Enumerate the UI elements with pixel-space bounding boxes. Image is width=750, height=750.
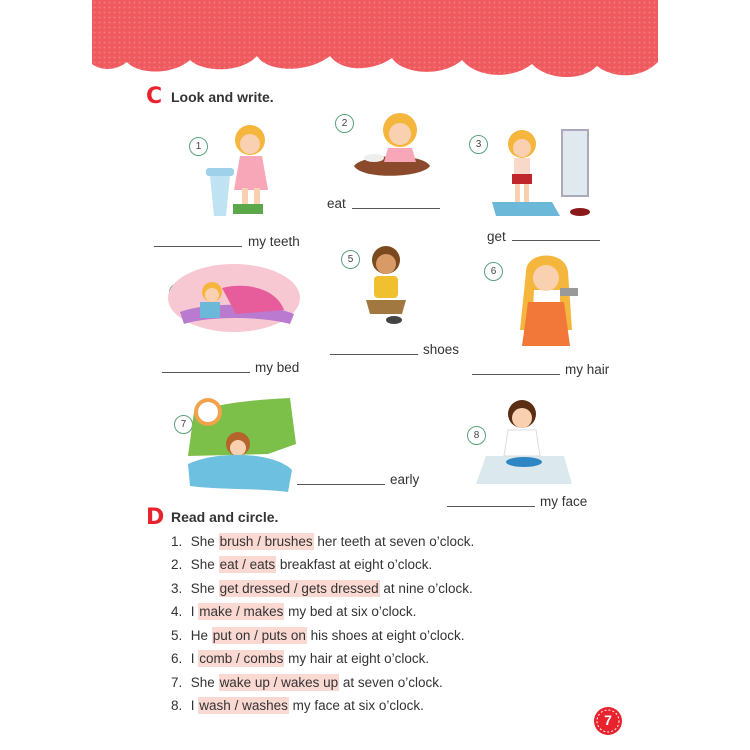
sentence-choice[interactable]: put on / puts on xyxy=(212,628,306,643)
sentence-choice[interactable]: brush / brushes xyxy=(219,534,313,549)
sentence-3 xyxy=(171,581,473,596)
sentence-1 xyxy=(171,534,474,549)
sentence-choice[interactable]: wake up / wakes up xyxy=(219,675,339,690)
sentence-7 xyxy=(171,675,443,690)
item-1-blank[interactable] xyxy=(154,246,242,247)
sentence-4 xyxy=(171,604,416,619)
sentence-choice[interactable]: wash / washes xyxy=(199,698,288,713)
item-5-number: 5 xyxy=(341,250,360,269)
page-number-badge xyxy=(593,706,627,736)
item-5-text: shoes xyxy=(423,342,460,357)
sentence-choice[interactable]: make / makes xyxy=(199,604,284,619)
section-d-title: Read and circle. xyxy=(171,509,279,525)
sentence-number: 6. xyxy=(171,651,183,666)
girl-making-bed-illustration xyxy=(166,262,302,334)
girl-eating-breakfast-illustration xyxy=(352,108,432,184)
sentence-rest: my face at six o’clock. xyxy=(292,698,424,713)
sentence-rest: her teeth at seven o’clock. xyxy=(317,534,475,549)
sentence-number: 1. xyxy=(171,534,183,549)
item-4-blank[interactable] xyxy=(162,372,250,373)
item-8-text: my face xyxy=(540,494,588,509)
item-7-number: 7 xyxy=(174,415,193,434)
item-2-blank[interactable] xyxy=(352,208,440,209)
girl-waking-up-illustration xyxy=(178,394,300,496)
sentence-choice[interactable]: get dressed / gets dressed xyxy=(219,581,379,596)
girl-brushing-teeth-illustration xyxy=(200,118,280,224)
sentence-number: 7. xyxy=(171,675,183,690)
sentence-subject: I xyxy=(190,651,195,666)
item-2-text: eat xyxy=(327,196,346,211)
sentence-8 xyxy=(171,698,424,713)
header-banner xyxy=(92,0,658,82)
page-number: 7 xyxy=(604,712,612,728)
section-c-letter: C xyxy=(146,84,163,109)
sentence-choice[interactable]: comb / combs xyxy=(199,651,284,666)
girl-combing-hair-illustration xyxy=(506,250,586,350)
sentence-number: 3. xyxy=(171,581,183,596)
item-8-blank[interactable] xyxy=(447,506,535,507)
item-6-blank[interactable] xyxy=(472,374,560,375)
sentence-rest: his shoes at eight o’clock. xyxy=(310,628,465,643)
item-1-number: 1 xyxy=(189,137,208,156)
item-3-text: get xyxy=(487,229,506,244)
item-5-blank[interactable] xyxy=(330,354,418,355)
sentence-2 xyxy=(171,557,432,572)
item-7-blank[interactable] xyxy=(297,484,385,485)
sentence-rest: my hair at eight o’clock. xyxy=(288,651,430,666)
item-4-text: my bed xyxy=(255,360,300,375)
item-7-text: early xyxy=(390,472,420,487)
sentence-subject: I xyxy=(190,604,195,619)
item-6-number: 6 xyxy=(484,262,503,281)
sentence-6 xyxy=(171,651,429,666)
boy-putting-on-shoes-illustration xyxy=(358,240,414,328)
item-3-number: 3 xyxy=(469,135,488,154)
sentence-choice[interactable]: eat / eats xyxy=(219,557,276,572)
section-d-letter: D xyxy=(146,505,165,530)
section-c-title: Look and write. xyxy=(171,89,274,105)
sentence-rest: at seven o’clock. xyxy=(342,675,443,690)
sentence-subject: He xyxy=(190,628,209,643)
item-1-text: my teeth xyxy=(248,234,300,249)
sentence-rest: breakfast at eight o’clock. xyxy=(279,557,433,572)
sentence-subject: She xyxy=(190,581,215,596)
sentence-number: 4. xyxy=(171,604,183,619)
item-8-number: 8 xyxy=(467,426,486,445)
item-2-number: 2 xyxy=(335,114,354,133)
girl-getting-dressed-illustration xyxy=(488,124,606,220)
girl-washing-face-illustration xyxy=(474,392,574,488)
sentence-subject: She xyxy=(190,534,215,549)
sentence-subject: She xyxy=(190,557,215,572)
sentence-number: 8. xyxy=(171,698,183,713)
sentence-subject: I xyxy=(190,698,195,713)
sentence-subject: She xyxy=(190,675,215,690)
item-3-blank[interactable] xyxy=(512,240,600,241)
item-6-text: my hair xyxy=(565,362,610,377)
sentence-rest: at nine o’clock. xyxy=(383,581,473,596)
sentence-number: 2. xyxy=(171,557,183,572)
sentence-number: 5. xyxy=(171,628,183,643)
sentence-rest: my bed at six o’clock. xyxy=(288,604,417,619)
sentence-5 xyxy=(171,628,464,643)
